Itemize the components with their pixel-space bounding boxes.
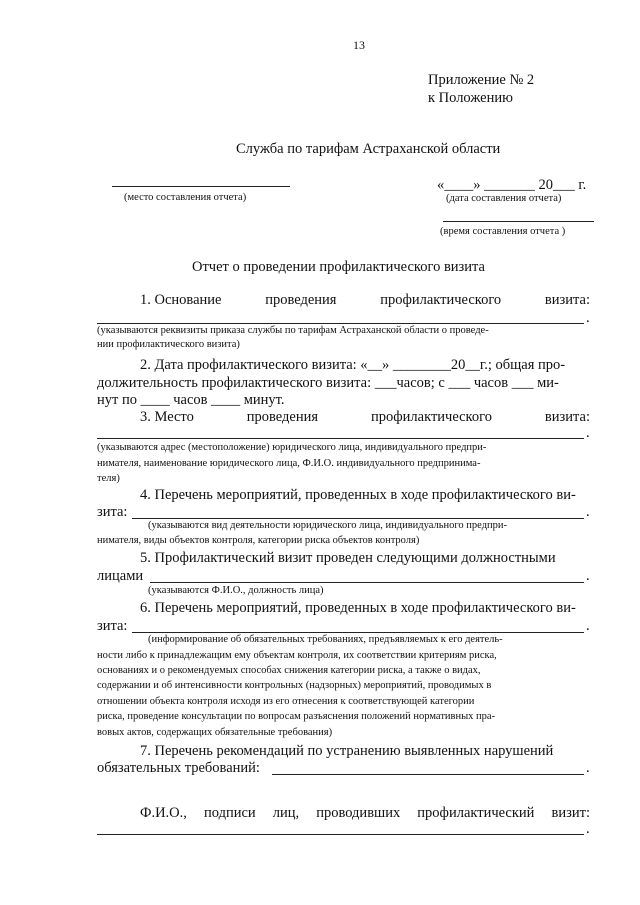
date-field: «____» _______ 20___ г. (437, 177, 587, 193)
section-5-field-line (150, 582, 584, 583)
time-label: (время составления отчета ) (440, 226, 566, 237)
section-4-field-line (132, 518, 584, 519)
section-7-end: . (586, 760, 590, 776)
section-6-note-4: содержании и об интенсивности контрольных (надзорных) мероприятий, проводимых в (97, 680, 492, 691)
section-6-line1: 6. Перечень мероприятий, проведенных в ходе профилактического ви- (140, 600, 576, 616)
section-7-line2: обязательных требований: (97, 760, 260, 776)
section-3-note: (указываются адрес (местоположение) юридического лица, индивидуального предпри- (97, 442, 487, 453)
section-5-line1: 5. Профилактический визит проведен следующими должностными (140, 550, 556, 566)
signatures-heading: Ф.И.О., подписи лиц, проводивших профилактический визит: (140, 805, 590, 821)
signatures-end: . (586, 821, 590, 837)
section-2-line3: нут по ____ часов ____ минут. (97, 392, 285, 408)
appendix-number: Приложение № 2 (428, 72, 535, 88)
place-label: (место составления отчета) (124, 192, 247, 203)
section-4-line1: 4. Перечень мероприятий, проведенных в ходе профилактического ви- (140, 487, 576, 503)
signatures-field-line (97, 834, 584, 835)
section-3-note-end: теля) (97, 473, 120, 484)
section-6-note: (информирование об обязательных требованиях, предъявляемых к его деятель- (148, 634, 503, 645)
section-1-field-line (97, 323, 584, 324)
service-title: Служба по тарифам Астраханской области (236, 141, 501, 157)
section-6-note-5: отношении объекта контроля исходя из его отнесения к соответствующей категории (97, 696, 475, 707)
section-1-end: . (586, 310, 590, 326)
appendix-reference: к Положению (428, 90, 513, 106)
section-6-note-2: ности либо к принадлежащим ему объектам контроля, их соответствии критериям риска, (97, 650, 497, 661)
section-3-heading: 3. Место проведения профилактического визита: (140, 409, 590, 425)
section-5-end: . (586, 568, 590, 584)
section-1-note: (указываются реквизиты приказа службы по тарифам Астраханской области о проведе- (97, 325, 489, 336)
section-4-note: (указываются вид деятельности юридического лица, индивидуального предпри- (148, 520, 508, 531)
section-3-field-line (97, 438, 584, 439)
date-label: (дата составления отчета) (446, 193, 562, 204)
section-7-line1: 7. Перечень рекомендаций по устранению выявленных нарушений (140, 743, 554, 759)
section-1-heading: 1. Основание проведения профилактического визита: (140, 292, 590, 308)
section-2-line2: должительность профилактического визита: ___часов; с ___ часов ___ ми- (97, 375, 559, 391)
report-title: Отчет о проведении профилактического визита (192, 259, 485, 275)
section-5-line2: лицами (97, 568, 144, 584)
section-4-note-cont: нимателя, виды объектов контроля, категории риска объектов контроля) (97, 535, 420, 546)
section-2-line1: 2. Дата профилактического визита: «__» ________20__г.; общая про- (140, 357, 566, 373)
section-3-note-cont: нимателя, наименование юридического лица, Ф.И.О. индивидуального предпринима- (97, 458, 481, 469)
section-6-note-3: основаниях и о рекомендуемых способах снижения категории риска, а также о видах, (97, 665, 481, 676)
section-6-end: . (586, 618, 590, 634)
section-6-note-7: вовых актов, содержащих обязательные требования) (97, 727, 333, 738)
section-6-line2: зита: (97, 618, 128, 634)
section-6-note-6: риска, проведение консультации по вопросам разъяснения положений нормативных пра- (97, 711, 496, 722)
section-4-line2: зита: (97, 504, 128, 520)
section-7-field-line (272, 774, 584, 775)
section-5-note: (указываются Ф.И.О., должность лица) (148, 585, 324, 596)
time-field-line (443, 221, 594, 222)
section-6-field-line (132, 632, 584, 633)
section-4-end: . (586, 504, 590, 520)
section-3-end: . (586, 425, 590, 441)
section-1-note-cont: нии профилактического визита) (97, 339, 240, 350)
place-field-line (112, 186, 290, 187)
page-number: 13 (353, 38, 365, 52)
